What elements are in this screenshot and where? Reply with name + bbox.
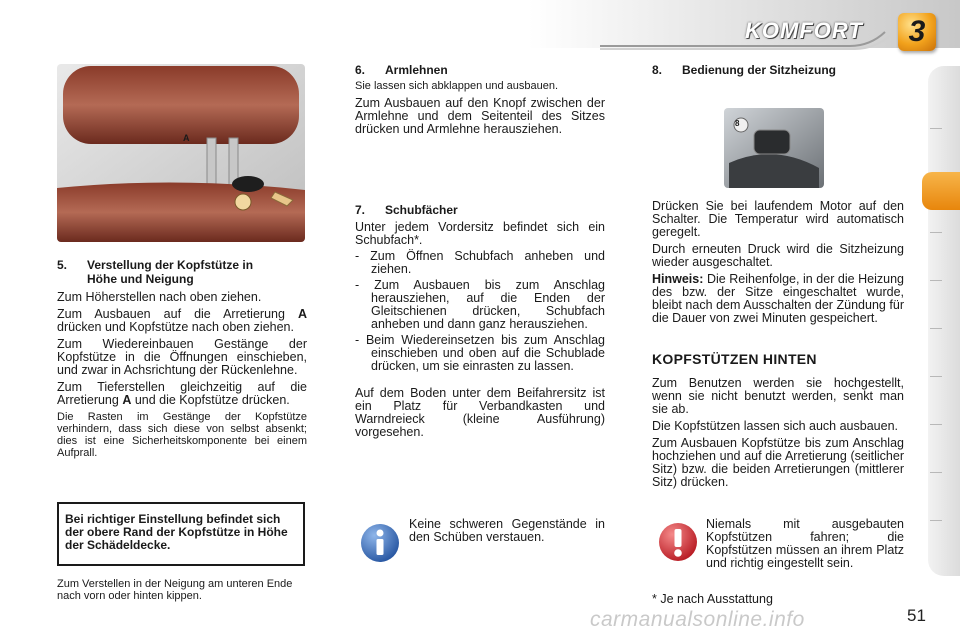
text-run: Zum Ausbauen auf die Arretierung [57, 307, 298, 321]
text-run: A [122, 393, 132, 407]
footnote: * Je nach Ausstattung [652, 592, 773, 606]
section-number: 7. [355, 203, 366, 217]
info-note: Keine schweren Gegenstände in den Schüben verstauen. [409, 517, 605, 544]
section-8-heading [652, 63, 836, 77]
section-8-body [652, 200, 904, 325]
page-number: 51 [907, 606, 926, 625]
paragraph: Zum Wiedereinbauen Gestänge der Kopfstütze in die Öffnungen einschieben, und zwar in Achsrichtung der Rückenlehne. [57, 337, 307, 377]
safety-note: Die Rasten im Gestänge der Kopfstütze verhindern, dass sich diese von selbst absenkt; dies ist eine Sicherheitskomponente bei einem Aufprall. [57, 411, 307, 459]
section-title: Schubfächer [385, 203, 458, 217]
photo-marker-8: 8 [735, 119, 740, 128]
section-5-heading [57, 258, 307, 286]
paragraph: Zum Höherstellen nach oben ziehen. [57, 290, 262, 304]
paragraph: Die Kopfstützen lassen sich auch ausbauen. [652, 419, 898, 433]
active-chapter-tab[interactable] [922, 172, 960, 210]
paragraph [57, 381, 307, 407]
section-title: Bedienung der Sitzheizung [682, 63, 837, 77]
paragraph: Drücken Sie bei laufendem Motor auf den Schalter. Die Temperatur wird automatisch geregelt. [652, 199, 904, 239]
section-title-line-2: Höhe und Neigung [87, 272, 194, 286]
paragraph [57, 308, 307, 334]
tab-divider [930, 376, 942, 377]
rear-headrests-body [652, 377, 904, 489]
section-number: 8. [652, 63, 663, 77]
list-item: - Zum Öffnen Schubfach anheben und ziehen. [355, 249, 605, 276]
headrest-adjustment-box: Bei richtiger Einstellung befindet sich der obere Rand der Kopfstütze in Höhe der Schädeldecke. [57, 502, 305, 566]
warning-icon [656, 520, 700, 564]
paragraph: Zum Ausbauen Kopfstütze bis zum Anschlag hochziehen und auf die Arretierung (seitlicher Sitz) bzw. die beiden Arretierungen (mittlerer Sitz) drücken. [652, 436, 904, 489]
tab-divider [930, 472, 942, 473]
tab-divider [930, 232, 942, 233]
text-run: Zum Tieferstellen gleichzeitig auf die Arretierung [57, 380, 307, 407]
list-item: - Beim Wiedereinsetzen bis zum Anschlag einschieben und oben auf die Schublade drücken, um sie einrasten zu lassen. [355, 333, 605, 373]
section-5-body [57, 291, 307, 459]
paragraph: Zum Benutzen werden sie hochgestellt, wenn sie nicht benutzt werden, senkt man sie ab. [652, 376, 904, 416]
section-number: 5. [57, 258, 68, 272]
section-subtitle: Sie lassen sich abklappen und ausbauen. [355, 80, 559, 92]
paragraph: Unter jedem Vordersitz befindet sich ein Schubfach*. [355, 220, 605, 247]
tab-divider [930, 128, 942, 129]
chapter-tab-strip [928, 66, 960, 576]
watermark: carmanualsonline.info [590, 608, 805, 631]
section-7 [355, 203, 605, 439]
tab-divider [930, 328, 942, 329]
text-run: A [297, 307, 307, 321]
tab-divider [930, 424, 942, 425]
section-title: Armlehnen [385, 63, 448, 77]
paragraph: Zum Ausbauen auf den Knopf zwischen der Armlehne und dem Seitenteil des Sitzes drücken und Armlehne herausziehen. [355, 96, 605, 136]
tab-divider [930, 520, 942, 521]
headrest-photo [57, 64, 305, 242]
text-run: drücken und Kopfstütze nach oben ziehen. [57, 320, 294, 334]
hint-paragraph [652, 273, 904, 325]
tilt-note: Zum Verstellen in der Neigung am unteren Ende nach vorn oder hinten kippen. [57, 578, 293, 602]
section-6 [355, 63, 605, 136]
warning-note: Niemals mit ausgebauten Kopfstützen fahren; die Kopfstützen müssen an ihrem Platz und richtig eingestellt sein. [706, 517, 904, 570]
chapter-title: KOMFORT [745, 18, 863, 43]
info-icon [358, 521, 402, 565]
section-title: Verstellung der Kopfstütze in [87, 258, 254, 272]
rear-headrests-heading: KOPFSTÜTZEN HINTEN [652, 351, 817, 367]
tab-divider [930, 280, 942, 281]
text-run: und die Kopfstütze drücken. [131, 393, 290, 407]
chapter-number-badge: 3 [898, 13, 936, 51]
paragraph: Auf dem Boden unter dem Beifahrersitz ist ein Platz für Verbandkasten und Warndreieck (kleine Ausführung) vorgesehen. [355, 386, 605, 439]
paragraph: Durch erneuten Druck wird die Sitzheizung wieder ausgeschaltet. [652, 242, 904, 269]
photo-marker-a: A [183, 133, 190, 143]
section-number: 6. [355, 63, 366, 77]
hint-label: Hinweis: [652, 272, 704, 286]
text-run: Die Reihenfolge, in der die Heizung des bzw. der Sitze eingeschaltet wurde, bleibt nach dem Ausschalten der Zündung für die Dauer von zwei Minuten gespeichert. [652, 272, 904, 325]
list-item: - Zum Ausbauen bis zum Anschlag herausziehen, auf die Enden der Gleitschienen drücken, Schubfach anheben und dann ganz herausziehen. [355, 278, 605, 331]
